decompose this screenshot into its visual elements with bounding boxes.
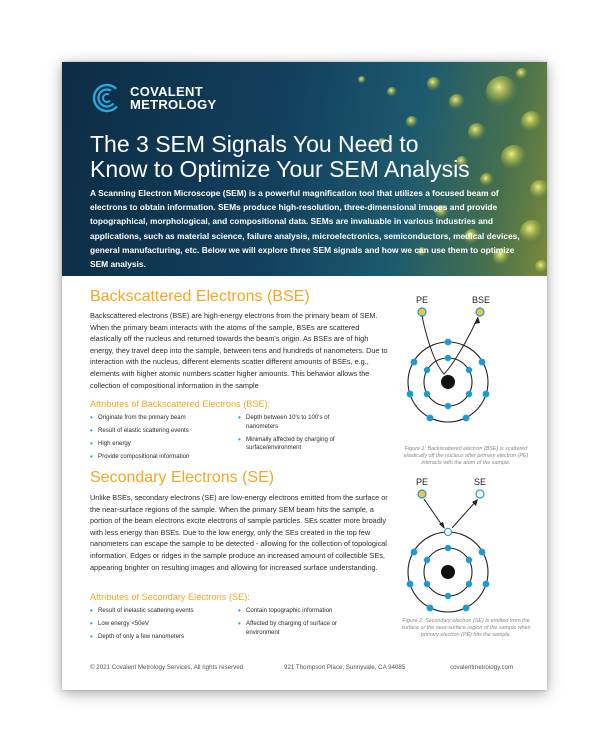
se-attributes-left-list: [90, 607, 240, 646]
se-atom-diagram: [392, 472, 542, 622]
footer-address: 921 Thompson Place, Sunnyvale, CA 94085: [284, 664, 406, 671]
se-label: SE: [474, 477, 487, 487]
emission-path: [452, 500, 477, 528]
covalent-logo: [92, 83, 216, 113]
footer-copyright: © 2021 Covalent Metrology Services, All rights reserved: [90, 664, 244, 671]
nucleus: [441, 375, 455, 389]
brand-name-line2: METROLOGY: [130, 97, 217, 112]
figure-1-caption: Figure 1: Backscattered electron (BSE) is scattered elastically off the nucleus after primary electron (PE) interacts with the atom of the sample.: [403, 446, 529, 467]
page-title-line1: The 3 SEM Signals You Need to: [90, 131, 419, 157]
se-attributes-title: Attributes of Secondary Electrons (SE):: [90, 592, 250, 602]
list-item: • Low energy <50eV: [90, 620, 240, 629]
bse-body-paragraph: Backscattered electrons (BSE) are high-energy electrons from the primary beam of SEM. When the primary beam interacts with the atoms of the sample, BSEs are scattered elastically off the nucleus and returned towards the beam's origin. As BSEs are of high energy, they travel deep into the sample, between tens and hundreds of nanometers. Due to interaction with the nucleus, different elements scatter different amounts of BSEs, e.g., elements with higher atomic numbers scatter higher amounts. This behavior allows the collection of compositional information in the sample: [90, 311, 388, 390]
covalent-logo-icon: [92, 83, 122, 113]
list-item: • Depth between 10's to 100's of nanometers: [238, 414, 348, 431]
page-title: [90, 132, 530, 182]
arrow-head: [439, 522, 445, 529]
datasheet-page: [62, 62, 547, 690]
se-section-title: Secondary Electrons (SE): [90, 469, 275, 486]
nucleus: [441, 565, 455, 579]
primary-electron: [418, 308, 426, 316]
bse-section-title: Backscattered Electrons (BSE): [90, 288, 310, 305]
figure-2-caption: Figure 2: Secondary electron (SE) is emitted from the surface or the near-surface region of the sample when primary electron (PE) hits the sample.: [401, 618, 531, 639]
bse-attributes-title: Attributes of Backscattered Electrons (BSE):: [90, 399, 271, 409]
list-item: • Affected by charging of surface or environment: [238, 620, 350, 637]
intro-paragraph: A Scanning Electron Microscope (SEM) is a powerful magnification tool that utilizes a focused beam of electrons to obtain information. SEMs produce high-resolution, three-dimensional images and provide topographical, morphological, and compositional data. SEMs are invaluable in various industries and applications, such as material science, failure analysis, microelectronics, semiconductors, medical devices, general manufacturing, etc. Below we will explore three SEM signals and how we can use them to optimize SEM analysis.: [90, 188, 520, 270]
backscattered-electron: [476, 308, 484, 316]
bse-attributes-right-list: [238, 414, 348, 457]
footer-website[interactable]: covalentmetrology.com: [450, 664, 514, 671]
list-item: • Contain topographic information: [238, 607, 350, 616]
pe-label: PE: [416, 477, 429, 487]
pe-label: PE: [416, 295, 429, 305]
brand-name-line1: COVALENT: [130, 84, 203, 99]
list-item: • Result of elastic scattering events: [90, 427, 240, 436]
list-item: • Originate from the primary beam: [90, 414, 240, 423]
se-body-paragraph: Unlike BSEs, secondary electrons (SE) are low-energy electrons emitted from the surface or the near-surface regions of the sample. When the primary SEM beam hits the sample, a portion of the beam electrons excite electrons of sample particles. SEs scatter more broadly with less energy than BSEs. Due to the low energy, only the SEs created in the top few nanometers can escape the sample to be detected - allowing for the collection of topological information. Edges or ridges in the sample produce an increased amount of collectible SEs, appearing brighter on resulting images and allowing for increased surface understanding.: [90, 493, 388, 572]
bse-atom-diagram: [392, 290, 542, 440]
list-item: • High energy: [90, 440, 240, 449]
page-title-line2: Know to Optimize Your SEM Analysis: [90, 156, 470, 182]
vacancy: [444, 528, 451, 535]
bse-attributes-left-list: [90, 414, 240, 466]
list-item: • Result of inelastic scattering events: [90, 607, 240, 616]
list-item: • Provide compositional information: [90, 453, 240, 462]
primary-electron: [418, 490, 426, 498]
secondary-electron: [476, 490, 484, 498]
list-item: • Minimally affected by charging of surface/environment: [238, 436, 348, 453]
list-item: • Depth of only a few nanometers: [90, 633, 240, 642]
hero-banner: [62, 62, 547, 276]
se-attributes-right-list: [238, 607, 350, 642]
bse-label: BSE: [472, 295, 491, 305]
